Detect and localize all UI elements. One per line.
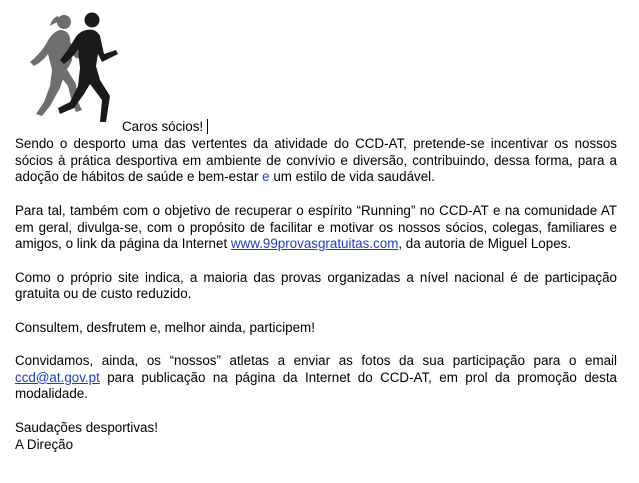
- paragraph-1-text: Sendo o desporto uma das vertentes da atividade do CCD-AT, pretende-se incentivar os nossos sócios à prática desportiva em ambiente de convívio e diversão, contribuindo, dessa forma, para a adoção de hábitos de saúde e bem-estar: [15, 136, 617, 185]
- paragraph-2-text-end: , da autoria de Miguel Lopes.: [398, 236, 572, 252]
- paragraph-5-text-end: para publicação na página da Internet do CCD-AT, em prol da promoção desta modalidade.: [15, 369, 617, 402]
- greeting: [122, 119, 208, 135]
- message-body: [15, 136, 617, 453]
- website-link[interactable]: www.99provasgratuitas.com: [230, 236, 399, 252]
- paragraph-5: [15, 353, 617, 403]
- email-link[interactable]: ccd@at.gov.pt: [15, 369, 100, 385]
- paragraph-2: [15, 203, 617, 253]
- paragraph-4: Consultem, desfrutem e, melhor ainda, participem!: [15, 319, 315, 335]
- runners-silhouette-icon: [20, 10, 120, 128]
- paragraph-5-text: Convidamos, ainda, os “nossos” atletas a enviar as fotos da sua participação para o email: [15, 353, 617, 369]
- text-cursor: [207, 119, 208, 134]
- closing-signature: A Direção: [15, 436, 74, 452]
- closing-line-1: Saudações desportivas!: [15, 419, 158, 435]
- paragraph-1: [15, 136, 617, 186]
- paragraph-1-text-end: um estilo de vida saudável.: [269, 169, 435, 185]
- paragraph-1-highlight: e: [262, 169, 270, 185]
- greeting-text: Caros sócios!: [122, 119, 204, 134]
- paragraph-3: Como o próprio site indica, a maioria das provas organizadas a nível nacional é de participação gratuita ou de custo reduzido.: [15, 269, 617, 302]
- paragraph-2-text: Para tal, também com o objetivo de recuperar o espírito “Running” no CCD-AT e na comunidade AT em geral, divulga-se, com o propósito de facilitar e motivar os nossos sócios, colegas, familiares e amigos, o link da página da Internet: [15, 202, 617, 252]
